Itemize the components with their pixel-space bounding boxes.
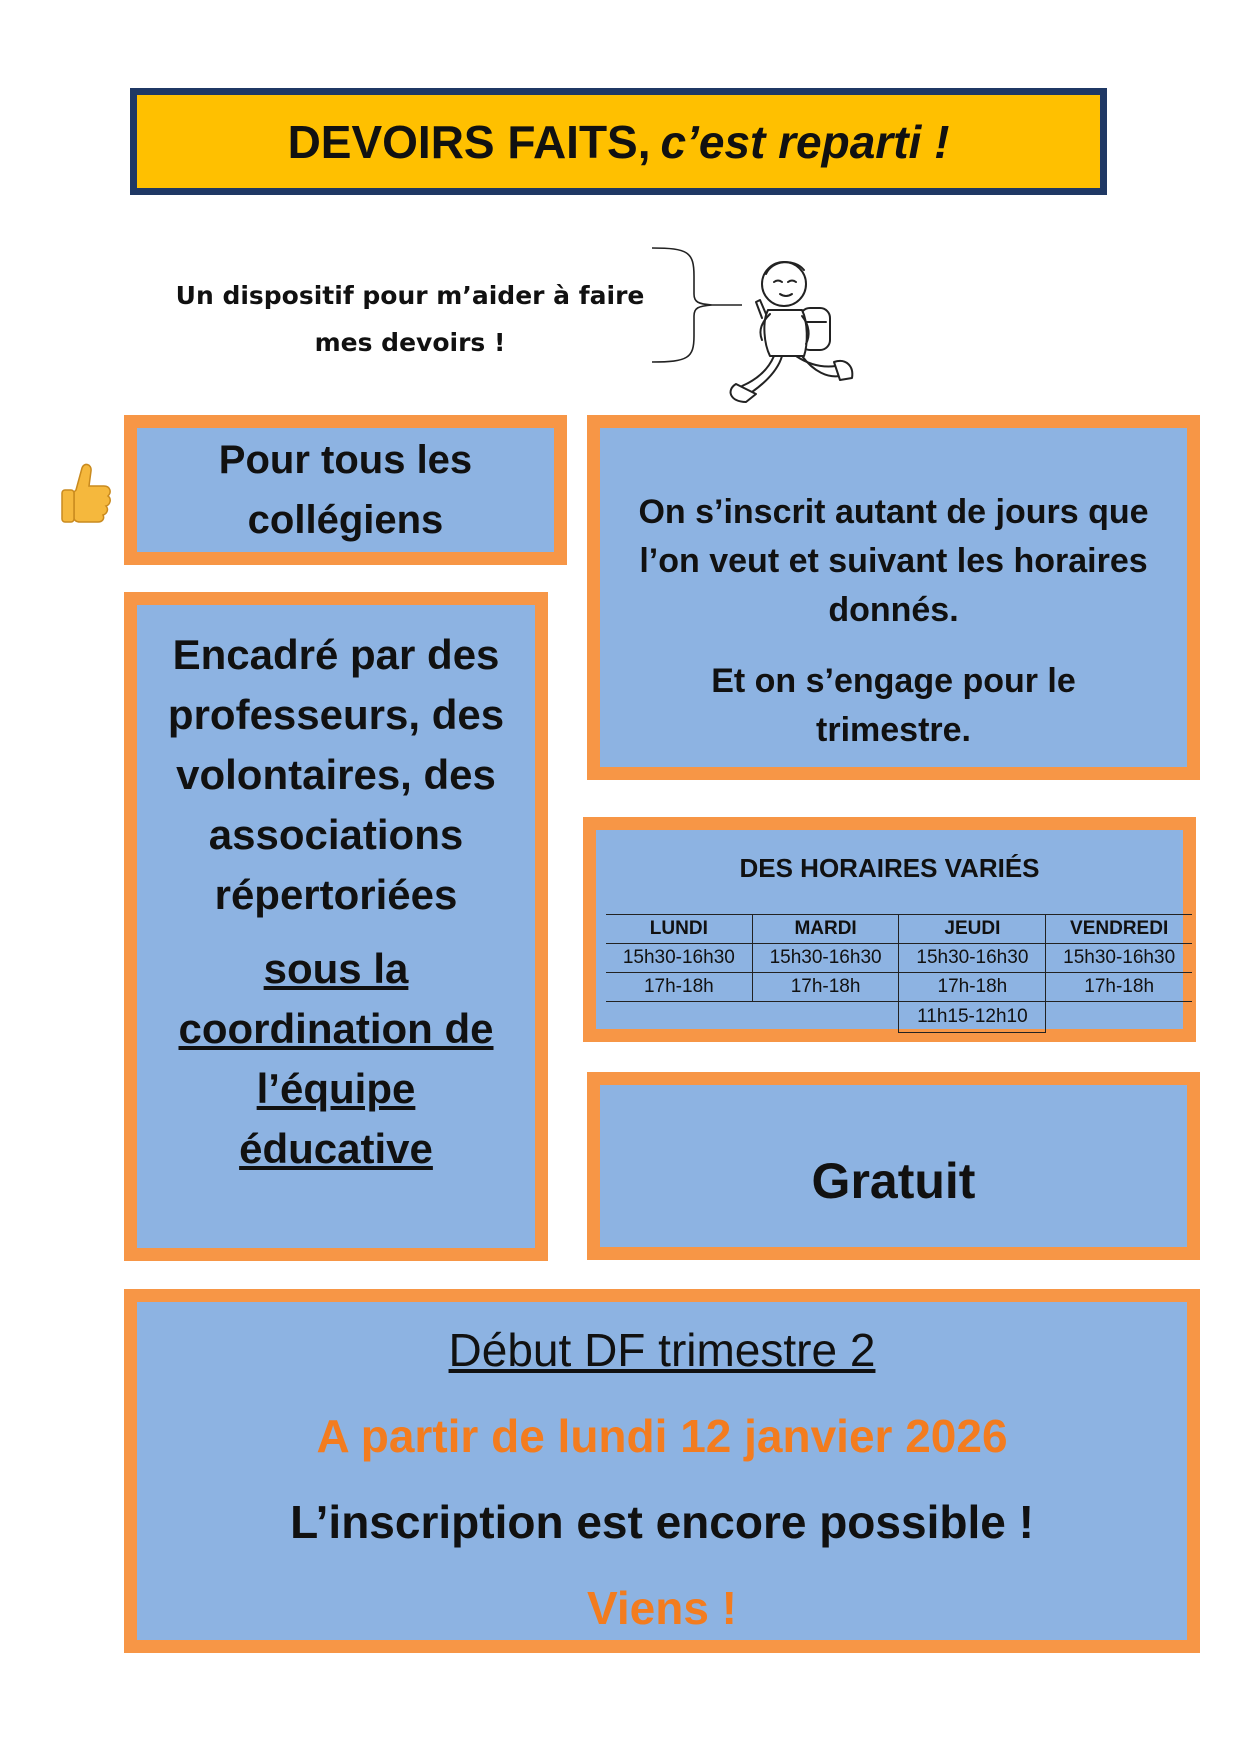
- come-text: Viens !: [587, 1582, 737, 1634]
- coordination-text: [147, 939, 525, 1179]
- coordination-line: l’équipe: [256, 1065, 416, 1112]
- supervision-line: professeurs, des: [167, 691, 505, 738]
- box-schedule: [583, 817, 1196, 1042]
- start-date: A partir de lundi 12 janvier 2026: [316, 1410, 1008, 1462]
- table-row: [606, 944, 1192, 973]
- header-cell: MARDI: [752, 915, 899, 944]
- title-banner: [130, 88, 1107, 195]
- box-registration: [587, 415, 1200, 780]
- table-row: [606, 1002, 1192, 1033]
- box-all-line-1: Pour tous les: [218, 438, 473, 482]
- table-cell: 17h-18h: [1046, 973, 1192, 1002]
- box-supervision: [124, 592, 548, 1261]
- table-cell: 15h30-16h30: [752, 944, 899, 973]
- supervision-line: associations: [208, 811, 464, 858]
- thumbs-up-icon: [58, 462, 114, 524]
- table-cell: 17h-18h: [899, 973, 1046, 1002]
- intro-text: [130, 272, 690, 366]
- student-walking-icon: [722, 252, 872, 417]
- table-cell: 11h15-12h10: [899, 1002, 1046, 1033]
- table-row: [606, 973, 1192, 1002]
- table-cell: 15h30-16h30: [1046, 944, 1192, 973]
- table-cell: 17h-18h: [752, 973, 899, 1002]
- table-cell-empty: [606, 1002, 752, 1033]
- table-cell-empty: [1046, 1002, 1192, 1033]
- free-label: Gratuit: [811, 1153, 976, 1209]
- coordination-line: sous la: [263, 945, 409, 992]
- coordination-line: coordination de: [178, 1005, 494, 1052]
- header-cell: VENDREDI: [1046, 915, 1192, 944]
- box-start: [124, 1289, 1200, 1653]
- box-all-students: [124, 415, 567, 565]
- registration-open-text: L’inscription est encore possible !: [290, 1496, 1034, 1548]
- box-free: [587, 1072, 1200, 1260]
- table-cell: 15h30-16h30: [606, 944, 752, 973]
- table-cell: 17h-18h: [606, 973, 752, 1002]
- table-header-row: [606, 915, 1192, 944]
- schedule-title: DES HORAIRES VARIÉS: [739, 853, 1040, 883]
- supervision-line: Encadré par des: [172, 631, 500, 678]
- supervision-line: répertoriées: [214, 871, 458, 918]
- schedule-table: [606, 914, 1192, 1033]
- header-cell: JEUDI: [899, 915, 1046, 944]
- box-all-line-2: collégiens: [247, 498, 444, 542]
- title-main: DEVOIRS FAITS,: [287, 115, 651, 168]
- start-title: Début DF trimestre 2: [448, 1324, 876, 1376]
- header-cell: LUNDI: [606, 915, 752, 944]
- table-cell-empty: [752, 1002, 899, 1033]
- intro-line-1: Un dispositif pour m’aider à faire: [175, 281, 645, 310]
- intro-line-2: mes devoirs !: [314, 328, 506, 357]
- table-cell: 15h30-16h30: [899, 944, 1046, 973]
- registration-para-1: On s’inscrit autant de jours que l’on veut et suivant les horaires donnés.: [638, 493, 1149, 629]
- supervision-line: volontaires, des: [176, 751, 496, 798]
- coordination-line: éducative: [239, 1125, 433, 1172]
- registration-para-2: Et on s’engage pour le trimestre.: [711, 662, 1076, 749]
- title-italic: c’est reparti !: [660, 115, 950, 168]
